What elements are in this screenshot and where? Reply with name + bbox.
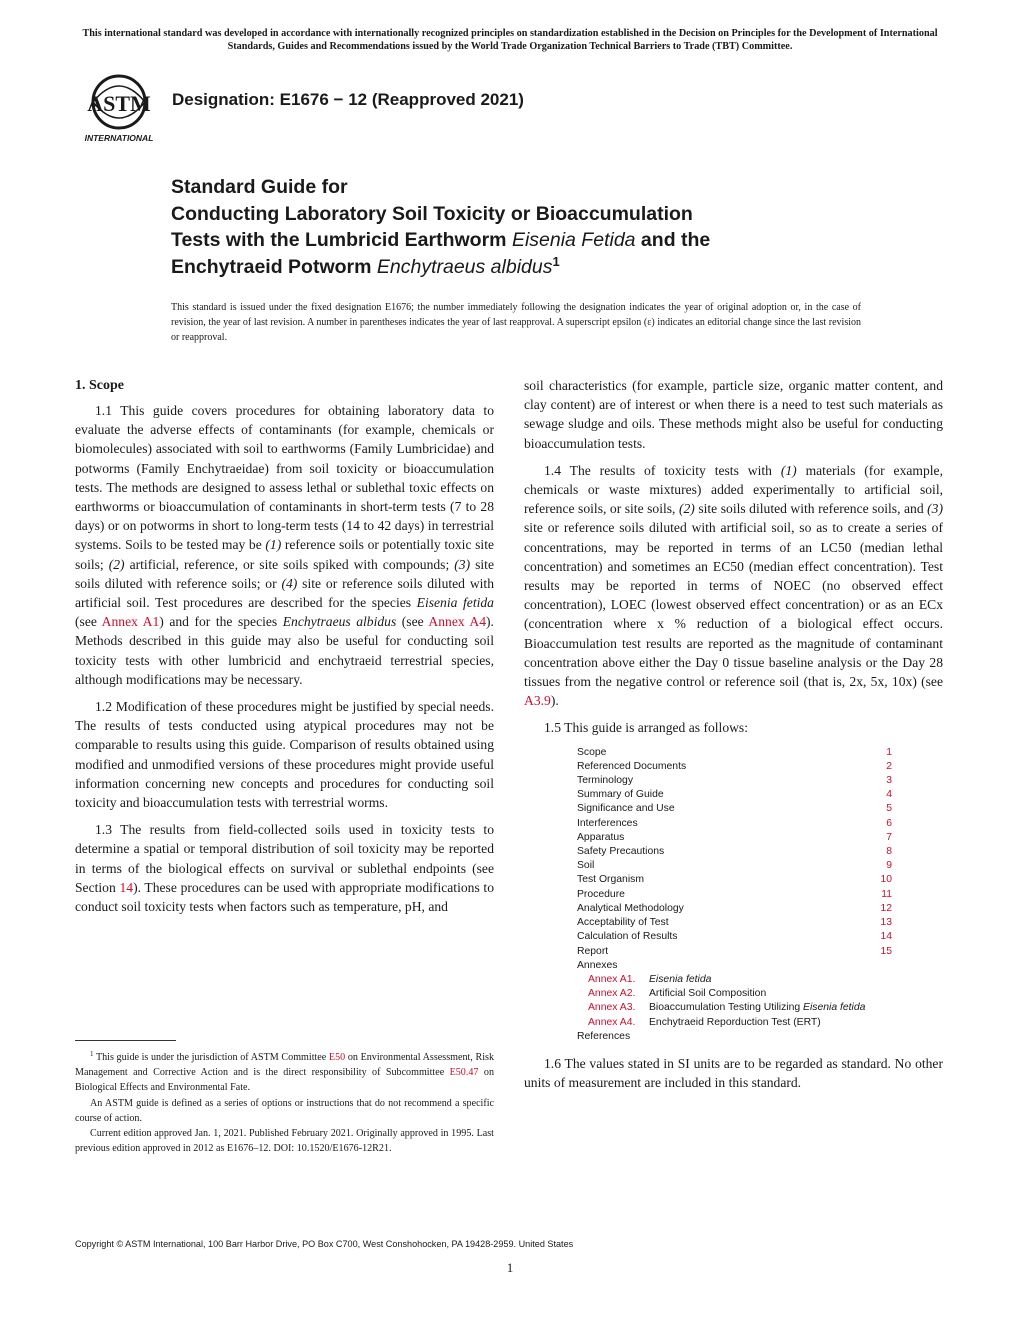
right-column	[524, 376, 943, 1100]
page-number: 1	[506, 1260, 514, 1275]
toc-row[interactable]: Significance and Use 5	[577, 803, 892, 815]
section-14-link[interactable]: 14	[119, 879, 134, 895]
paragraph-1-5: 1.5 This guide is arranged as follows:	[544, 720, 748, 736]
paragraph-1-6: 1.6 The values stated in SI units are to be regarded as standard. No other units of measurement are included in this standard.	[524, 1055, 943, 1091]
annex-a4-link[interactable]: Annex A4	[428, 614, 487, 630]
annex-a1-link[interactable]: Annex A1	[101, 614, 160, 630]
footnote-edition: Current edition approved Jan. 1, 2021. Published February 2021. Originally approved in 1995. Last previous edition approved in 2012 as E1676–12. DOI: 10.1520/E1676-12R21.	[75, 1128, 494, 1155]
toc-row[interactable]: Soil 9	[577, 860, 892, 872]
designation: Designation: E1676 − 12 (Reapproved 2021)	[172, 90, 524, 109]
paragraph-1-3: 1.3 The results from field-collected soils used in toxicity tests to determine a spatial or temporal distribution of soil toxicity may be reported in terms of the biological effects on survival or sublethal endpoints (see Section 14). These procedures can be used with appropriate modifications to conduct soil toxicity tests when factors such as temperature, pH, and	[75, 822, 494, 915]
copyright-line: Copyright © ASTM International, 100 Barr Harbor Drive, PO Box C700, West Conshohocken, PA 19428-2959. United States	[75, 1239, 574, 1249]
toc-row[interactable]: Summary of Guide 4	[577, 789, 892, 801]
left-column	[75, 376, 494, 924]
footnotes	[75, 1050, 494, 1156]
toc-annex-row[interactable]: Annex A4. Enchytraeid Reporduction Test (ERT)	[588, 1016, 821, 1028]
e50-47-link[interactable]: E50.47	[449, 1067, 479, 1079]
toc-row[interactable]: Acceptability of Test 13	[577, 917, 892, 929]
table-of-contents	[577, 746, 892, 1044]
title-line-3: Tests with the Lumbricid Earthworm Eisenia Fetida and the	[171, 229, 711, 251]
footnote-guide-definition: An ASTM guide is defined as a series of options or instructions that do not recommend a specific course of action.	[75, 1097, 494, 1124]
toc-row[interactable]: Apparatus 7	[577, 831, 892, 843]
title-line-1: Standard Guide for	[171, 176, 348, 198]
toc-row[interactable]: Scope 1	[577, 746, 892, 758]
footnote-1: $^1$ This guide is under the jurisdiction of ASTM Committee E50 on Environmental Assessment, Risk Management and Corrective Action and is the direct responsibility of Subcommittee E50.47 on Biological Effects and Environmental Fate.	[75, 1050, 494, 1094]
toc-row[interactable]: Calculation of Results 14	[577, 931, 892, 943]
document-title	[171, 174, 951, 280]
paragraph-1-4: 1.4 The results of toxicity tests with (1) materials (for example, chemicals or waste mixtures) added experimentally to artificial soil, reference soils, or site soils, (2) site soils diluted with reference soils, and (3) site or reference soils diluted with artificial soil, so as to create a series of concentrations, may be reported in terms of an LC50 (median lethal concentration) and sometimes an EC50 (median effect concentration). Test results may be reported in terms of NOEC (no observed effect concentration), LOEC (lowest observed effect concentration) or as an ECx (concentration where x % reduction of a biological effect occurs. Bioaccumulation test results are reported as the magnitude of contaminant concentration above either the Day 0 tissue baseline analysis or the Day 28 tissues from the negative control or reference soil (that is, 2x, 5x, 10x) (see A3.9).	[524, 462, 944, 709]
astm-logo	[78, 72, 160, 144]
footnote-divider	[75, 1040, 176, 1041]
toc-row[interactable]: Safety Precautions 8	[577, 846, 892, 858]
toc-row[interactable]: Analytical Methodology 12	[577, 902, 892, 914]
toc-annexes-label: Annexes	[577, 959, 618, 971]
a3-9-link[interactable]: A3.9	[524, 693, 551, 709]
title-footnote-mark: 1	[552, 253, 560, 269]
paragraph-1-2: 1.2 Modification of these procedures might be justified by special needs. The results of tests conducted using atypical procedures may not be comparable to results using this guide. Comparison of results obtained using modified and unmodified versions of these procedures might provide useful information concerning new concepts and procedures for conducting soil toxicity and bioaccumulation tests with terrestrial worms.	[75, 699, 494, 811]
toc-annex-row[interactable]: Annex A2. Artificial Soil Composition	[588, 988, 767, 1000]
logo-text: ASTM	[87, 91, 151, 116]
toc-row[interactable]: Report 15	[577, 945, 892, 957]
toc-references-label[interactable]: References	[577, 1030, 631, 1042]
title-line-4: Enchytraeid Potworm Enchytraeus albidus$^1$	[171, 253, 560, 278]
toc-annex-row[interactable]: Annex A1. Eisenia fetida	[588, 973, 712, 985]
section-heading-scope: 1. Scope	[75, 378, 124, 393]
paragraph-1-3-continued: soil characteristics (for example, particle size, organic matter content, and clay content) are of interest or when there is a need to test such materials as sewage sludge and oils. These methods might also be useful for conducting bioaccumulation tests.	[524, 378, 943, 451]
toc-row[interactable]: Procedure 11	[577, 888, 892, 900]
toc-row[interactable]: Interferences 6	[577, 817, 892, 829]
toc-row[interactable]: Referenced Documents 2	[577, 760, 892, 772]
e50-link[interactable]: E50	[328, 1052, 346, 1063]
title-line-2: Conducting Laboratory Soil Toxicity or Bioaccumulation	[171, 202, 693, 225]
issue-note: This standard is issued under the fixed designation E1676; the number immediately following the designation indicates the year of original adoption or, in the case of revision, the year of last revision. A number in parentheses indicates the year of last reapproval. A superscript epsilon (ε) indicates an editorial change since the last revision or reapproval.	[171, 302, 861, 344]
paragraph-1-1: 1.1 This guide covers procedures for obtaining laboratory data to evaluate the adverse effects of contaminants (for example, chemicals or biomolecules) associated with soil to earthworms (Family Lumbricidae) and potworms (Family Enchytraeidae) from soil toxicity or bioaccumulation tests. The methods are designed to assess lethal or sublethal toxic effects on earthworms or bioaccumulation of contaminants in short-term tests (7 to 28 days) or on potworms in short to long-term tests (14 to 42 days) in terrestrial systems. Soils to be tested may be (1) reference soils or potentially toxic site soils; (2) artificial, reference, or site soils spiked with compounds; (3) site soils diluted with reference soils; or (4) site or reference soils diluted with artificial soil. Test procedures are described for the species Eisenia fetida (see Annex A1) and for the species Enchytraeus albidus (see Annex A4). Methods described in this guide may also be useful for conducting soil toxicity tests with other lumbricid and enchytraeid terrestrial species, although modifications may be necessary.	[75, 403, 494, 687]
logo-subtext: INTERNATIONAL	[84, 133, 154, 143]
toc-annex-row[interactable]: Annex A3. Bioaccumulation Testing Utilizing Eisenia fetida	[588, 1002, 866, 1014]
toc-row[interactable]: Terminology 3	[577, 775, 892, 787]
wto-notice: This international standard was developed in accordance with internationally recognized principles on standardization established in the Decision on Principles for the Development of International Standards, Guides and Recommendations issued by the World Trade Organization Technical Barriers to Trade (TBT) Committee.	[82, 28, 938, 52]
toc-row[interactable]: Test Organism 10	[577, 874, 892, 886]
